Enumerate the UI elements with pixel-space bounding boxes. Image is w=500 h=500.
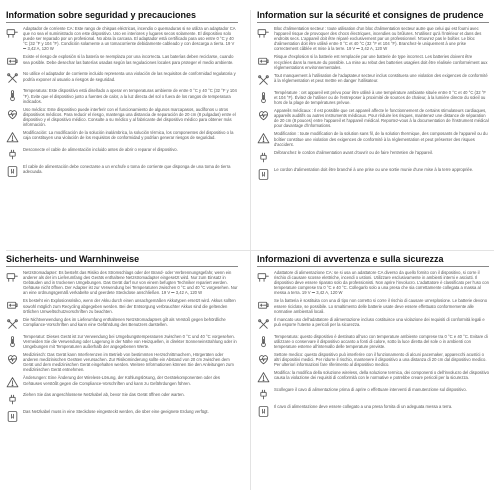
item-text: Débranchez le cordon d'alimentation avant d'ouvrir ou de faire l'entretien de l'appareil. xyxy=(274,149,433,155)
outlet-icon xyxy=(6,410,19,423)
thermometer-icon xyxy=(257,335,270,348)
list-item xyxy=(6,409,238,423)
plug-icon xyxy=(257,151,270,164)
medical-device-icon xyxy=(6,353,19,366)
medical-device-icon xyxy=(257,353,270,366)
warning-icon xyxy=(6,131,19,144)
section-german xyxy=(6,254,238,498)
section-title: Informazioni di avvertenza e sulla sicurezza xyxy=(257,254,489,267)
battery-icon xyxy=(6,55,19,68)
tools-icon xyxy=(6,318,19,331)
outlet-icon xyxy=(6,165,19,178)
item-text: Änderungen: Eine Änderung der Wireless-Lösung, der Kühlungslösung, der Gerätekomponenten oder des Gehäuses verstößt gegen die Compliance-Vorschriften und kann zu Gefährdungen führen. xyxy=(23,375,220,386)
section-title: Information sur la sécurité et consignes de prudence xyxy=(257,10,489,23)
medical-device-icon xyxy=(6,108,19,121)
medical-device-icon xyxy=(257,109,270,122)
list-item xyxy=(6,334,238,349)
item-text: Bloc d'alimentation secteur : toute utilisation d'un bloc d'alimentation secteur autre que celui qui est fourni avec l'appareil risque de provoquer des chocs électriques, incendies ou brûlures. N'utilisez qu'à l'intérieur et dans des endroits secs. L'appareil doit être réparé exclusivement par un professionnel. N'ouvrez pas le boîtier. Le bloc d'alimentation doit être utilisé entre 0 °C et 40 °C (32 °F et 104 °F). Branchez-le uniquement à une prise correctement câblée et mise à la terre. 19 V ⎓ 3,42 A, 120 W xyxy=(274,26,482,52)
item-text: Risque d'explosion si la batterie est remplacée par une batterie de type incorrect. Les batteries doivent être recyclées dans la mesure du possible. La mise au rebut des batteries usagées doit être réalisée conformément aux réglementations environnementales. xyxy=(274,54,488,70)
item-text: Il mancato uso dell'adattatore di alimentazione incluso costituisce una violazione dei requisiti di conformità legali e può esporre l'utente a pericoli per la sicurezza. xyxy=(274,316,485,327)
item-text: Adattatore di alimentazione CA: se si usa un adattatore CA diverso da quello fornito con il dispositivo, si corre il rischio di causare scosse elettriche, incendi o ustioni. Utilizzare esclusivamente in ambienti interni e asciutti. Il dispositivo deve essere riparato solo da professionisti. Non aprire l'involucro. L'adattatore è classificato per l'uso con temperature comprese tra 0 °C e 40 °C. Collegarlo solo a una presa che sia correttamente collegata a massa al messa a terra. 19 V ⎓ 3,42 A, 120 W xyxy=(274,270,489,296)
item-text: Modification : toute modification de la solution sans fil, de la solution thermique, des composants de l'appareil ou du boîtier constitue une violation des exigences de conformité à la réglementation et peut présenter des risques d'accident. xyxy=(274,131,488,147)
list-item xyxy=(257,404,489,418)
item-text: Netzstromadapter: Es besteht das Risiko des Stromschlags oder der Brand- oder Verbrennungsgefahr, wenn ein anderer als der im Lieferumfang des Geräts enthaltene Netzstromadapter eingesetzt wird. Nur zum Einsatz in Gebäuden und in trockenen Umgebungen. Das Gerät darf nur von einem befugten Techniker repariert werden. Gehäuse nicht öffnen. Der Adapter ist zur Verwendung bei Temperaturen zwischen 0 °C und 40 °C vorgesehen. Nur an eine ordnungsgemäß verkabelte und geerdete Steckdose anschließen. 19 V ⎓ 3,42 A, 120 W xyxy=(23,270,238,296)
item-text: Temperatur: Dieses Gerät ist zur Verwendung bei Umgebungstemperaturen zwischen 0 °C und 40 °C vorgesehen. Vermeiden Sie die Verwendung oder Lagerung in der Nähe von Heizquellen, in direkter Sonneneinstrahlung oder in Umgebungen mit Temperaturen außerhalb der angegebenen Werte. xyxy=(23,333,237,349)
power-adapter-icon xyxy=(257,27,270,40)
warning-icon xyxy=(257,371,270,384)
outlet-icon xyxy=(257,405,270,418)
battery-icon xyxy=(6,299,19,312)
tools-icon xyxy=(6,72,19,85)
list-item xyxy=(257,108,489,128)
item-text: Es besteht ein Explosionsrisiko, wenn der Akku durch einen unsachgemäßen Akkutypen ersetzt wird. Akkus sollten sowohl möglich zum Recycling abgegeben werden. Bei der Entsorgung verbrauchter Akkus sind die geltenden örtlichen Umweltschutzvorschriften zu beachten. xyxy=(23,298,236,314)
list-item xyxy=(6,352,238,372)
list-item xyxy=(257,352,489,367)
thermometer-icon xyxy=(6,89,19,102)
list-item xyxy=(257,73,489,87)
list-item xyxy=(257,131,489,146)
section-italian xyxy=(257,254,489,498)
list-item xyxy=(6,88,238,103)
list-item xyxy=(257,298,489,313)
item-text: Température : cet appareil est prévu pour être utilisé à une température ambiante située entre 0 °C et 40 °C (32 °F et 104 °F). Évitez de l'utiliser ou de l'entreposer à proximité de sources de chaleur, à la lumière directe du soleil ou hors de la plage de températures prévue. xyxy=(274,89,486,105)
item-text: Se la batteria è sostituita con una di tipo non corretto si corre il rischio di causare un'esplosione. Le batterie devono essere riciclate, se possibile. Lo smaltimento delle batterie usate deve essere effettuato conformemente alle normative ambientali locali. xyxy=(274,298,488,314)
power-adapter-icon xyxy=(257,271,270,284)
item-text: Die Nichtverwendung des im Lieferumfang enthaltenen Netzstromadapters gilt als Verstoß gegen behördliche Compliance-Vorschriften und kann eine Gefährdung des Benutzers darstellen. xyxy=(23,316,226,327)
plug-icon xyxy=(6,148,19,161)
list-item xyxy=(257,54,489,69)
list-item xyxy=(257,270,489,295)
item-text: Existe el riesgo de explosión si la batería se reemplaza por una incorrecta. Las baterías deben reciclarse, cuando sea posible. Debe desechar las baterías usadas según las regulaciones locales para proteger el medio ambiente. xyxy=(23,54,234,65)
item-text: Temperatura: questo dispositivo è destinato all'uso con temperature ambiente comprese tra 0 °C e 40 °C. Evitare di utilizzare o conservare il dispositivo accanto a fonti di calore, sotto la luce diretta del sole o in ambienti con temperature esterne all'intervallo delle temperature previste. xyxy=(274,333,488,349)
plug-icon xyxy=(257,388,270,401)
plug-icon xyxy=(6,393,19,406)
horizontal-divider xyxy=(6,250,494,251)
list-item xyxy=(6,392,238,406)
item-text: Uso médico: Este dispositivo puede interferir con el funcionamiento de algunos marcapasos, audífonos u otros dispositivos médicos. Para reducir el riesgo, mantenga una distancia de separación de 20 cm (8 pulgadas) entre el dispositivo y el dispositivo médico. Consulte a su médico y al fabricante del dispositivo médico para obtener más información. xyxy=(23,106,236,128)
battery-icon xyxy=(257,55,270,68)
list-item xyxy=(6,130,238,144)
warning-icon xyxy=(6,376,19,389)
power-adapter-icon xyxy=(6,27,19,40)
thermometer-icon xyxy=(257,91,270,104)
section-french xyxy=(257,10,489,248)
item-text: No utilice el adaptador de corriente incluido representa una violación de las requisitos de conformidad regulatoria y podría exponer al usuario a riesgos de seguridad. xyxy=(23,71,236,82)
outlet-icon xyxy=(257,168,270,181)
item-text: El cable de alimentación debe conectarse a un enchufe o toma de corriente que disponga de una toma de tierra adecuada. xyxy=(23,164,231,175)
list-item xyxy=(257,317,489,331)
item-text: Medizinisch: Das Gerät kann Interferenzen im Betrieb von bestimmten Herzschrittmachern, Hörgeräten oder anderen medizinischen Geräten verursachen. Zur Risikominderung sollte ein Abstand von 20 cm zwischen dem Gerät und dem medizinischen Gerät eingehalten werden. Weitere Informationen können Sie den Anleitungen zum medizinischen Gerät entnehmen. xyxy=(23,352,234,373)
list-item xyxy=(257,370,489,384)
list-item xyxy=(6,147,238,161)
item-text: Temperatura: Este dispositivo está diseñado a operar en temperaturas ambiente de entre 0 °C y 40 °C (32 °F y 104 °F). Evite que el dispositivo junto a fuentes de calor, a la luz directa del sol o fuera de los rangos de temperatura indicados. xyxy=(23,88,237,104)
list-item xyxy=(257,90,489,105)
item-text: Scollegare il cavo di alimentazione prima di aprire o effettuare interventi di manutenzione sul dispositivo. xyxy=(274,387,467,393)
item-text: Modifica: la modifica della soluzione wireless, della soluzione termica, dei componenti o dell'involucro del dispositivo causa la violazione dei requisiti di conformità con le normative e potrebbe creare pericoli per la sicurezza. xyxy=(274,370,489,381)
item-text: Appareils médicaux : Il est possible que cet appareil affecte le fonctionnement de certains stimulateurs cardiaques, appareils auditifs ou autres instruments médicaux. Pour réduire les risques, maintenez une distance de séparation de 20 cm (8 pouces) entre l'appareil et l'appareil médical. Reportez-vous à la documentation de l'instrument médical pour davantage d'informations. xyxy=(274,108,489,129)
tools-icon xyxy=(257,318,270,331)
list-item xyxy=(257,387,489,401)
list-item xyxy=(6,317,238,331)
power-adapter-icon xyxy=(6,271,19,284)
section-title: Sicherheits- und Warnhinweise xyxy=(6,254,238,267)
item-text: Das Netzkabel muss in eine Steckdose eingesteckt werden, die über eine geeignete Erdung verfügt. xyxy=(23,409,209,415)
list-item xyxy=(6,298,238,313)
list-item xyxy=(6,270,238,295)
item-text: Le cordon d'alimentation doit être branché à une prise ou une sortie munie d'une mise à la terre appropriée. xyxy=(274,166,474,172)
list-item xyxy=(6,164,238,178)
item-text: Ziehen Sie das angeschlossene Netzkabel ab, bevor Sie das Gerät öffnen oder warten. xyxy=(23,392,185,398)
item-text: Desconecte el cable de alimentación incluido antes de abrir o reparar el dispositivo. xyxy=(23,147,178,153)
item-text: Settore medico: questo dispositivo può interferire con il funzionamento di alcuni pacemaker, apparecchi acustici o altri dispositivi medici. Per ridurre il rischio, mantenere il dispositivo a una distanza di 20 cm dal dispositivo medico. Per ulteriori informazioni fare riferimento al dispositivo medico. xyxy=(274,352,487,368)
item-text: Tout manquement à l'utilisation de l'adaptateur secteur inclus constituera une violation des exigences de conformité à la réglementation et peut mettre en danger l'utilisateur. xyxy=(274,72,488,83)
section-spanish xyxy=(6,10,238,248)
item-text: Adaptador de corriente CA: Este rango de chispas eléctricas, incendio o quemaduras si se utiliza un adaptador CA que no sea el suministrado con este dispositivo. Uso en interiores y lugares secos solamente. El dispositivo solo puede ser reparado por un profesional. No abra la carcasa. El adaptador está certificado para uso entre 0 °C y 40 °C (32 °F y 104 °F). Condición solamente a un tomacorriente debidamente cableado y con descarga a tierra. 19 V ⎓ 3,42 A, 120 W xyxy=(23,26,236,52)
item-text: Modificación: La modificación de la solución inalámbrica, la solución térmica, los componentes del dispositivo o la caja constituyen una violación de los requisitos de conformidad y podrían generar riesgos de seguridad. xyxy=(23,130,234,141)
battery-icon xyxy=(257,299,270,312)
list-item xyxy=(257,167,489,181)
item-text: Il cavo di alimentazione deve essere collegato a una presa fornita di un adeguata messa a terra. xyxy=(274,404,453,410)
list-item xyxy=(6,26,238,51)
thermometer-icon xyxy=(6,335,19,348)
list-item xyxy=(257,334,489,349)
list-item xyxy=(6,71,238,85)
tools-icon xyxy=(257,74,270,87)
warning-icon xyxy=(257,132,270,145)
list-item xyxy=(257,150,489,164)
list-item xyxy=(6,107,238,127)
list-item xyxy=(6,54,238,68)
list-item xyxy=(257,26,489,51)
section-title: Information sobre seguridad y precauciones xyxy=(6,10,238,23)
list-item xyxy=(6,375,238,389)
